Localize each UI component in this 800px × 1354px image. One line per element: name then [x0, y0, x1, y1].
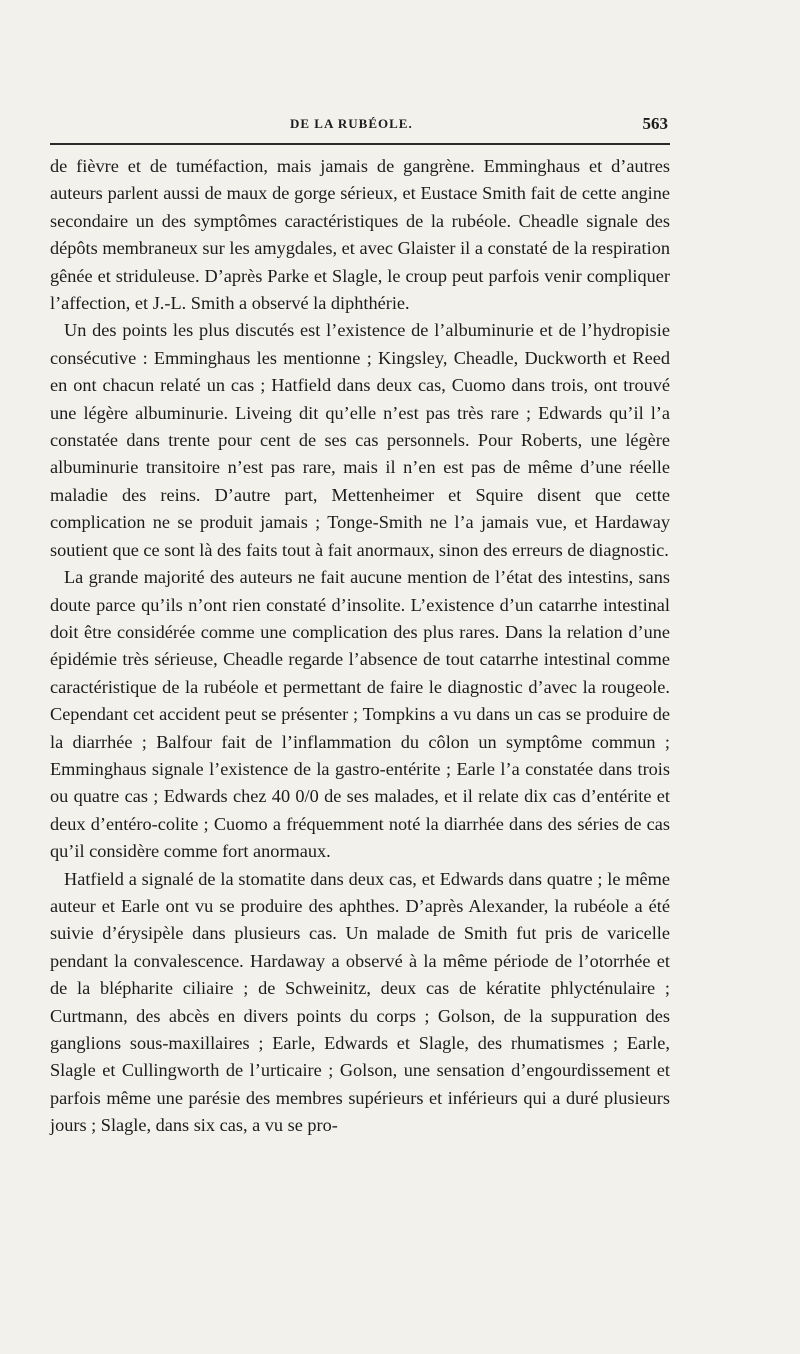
page-number: 563 — [642, 114, 668, 133]
paragraph-2: Un des points les plus discutés est l’existence de l’albuminurie et de l’hydropisie consécutive : Emminghaus les mentionne ; Kingsley, Cheadle, Duckworth et Reed en ont chacun relaté un cas ; Hatfield dans deux cas, Cuomo dans trois, ont trouvé une légère albuminurie. Liveing dit qu’elle n’est pas très rare ; Edwards qu’il l’a constatée dans trente pour cent de ses cas personnels. Pour Roberts, une légère albuminurie transitoire n’est pas rare, mais il n’en est pas de même d’une réelle maladie des reins. D’autre part, Mettenheimer et Squire disent que cette complication ne se produit jamais ; Tonge-Smith ne l’a jamais vue, et Hardaway soutient que ce sont là des faits tout à fait anormaux, sinon des erreurs de diagnostic. — [50, 320, 670, 560]
paragraph-3: La grande majorité des auteurs ne fait aucune mention de l’état des intestins, sans doute parce qu’ils n’ont rien constaté d’insolite. L’existence d’un catarrhe intestinal doit être considérée comme une complication des plus rares. Dans la relation d’une épidémie très sérieuse, Cheadle regarde l’absence de tout catarrhe intestinal comme caractéristique de la rubéole et permettant de faire le diagnostic d’avec la rougeole. Cependant cet accident peut se présenter ; Tompkins a vu dans un cas se produire de la diarrhée ; Balfour fait de l’inflammation du côlon un symptôme commun ; Emminghaus signale l’existence de la gastro-entérite ; Earle l’a constatée dans trois ou quatre cas ; Edwards chez 40 0/0 de ses malades, et il relate dix cas d’entérite et deux d’entéro-colite ; Cuomo a fréquemment noté la diarrhée dans des séries de cas qu’il considère comme fort anormaux. — [50, 567, 670, 862]
paragraph-4: Hatfield a signalé de la stomatite dans deux cas, et Edwards dans quatre ; le même auteur et Earle ont vu se produire des aphthes. D’après Alexander, la rubéole a été suivie d’érysipèle dans plusieurs cas. Un malade de Smith fut pris de varicelle pendant la convalescence. Hardaway a observé à la même période de l’otorrhée et de la blépharite ciliaire ; de Schweinitz, deux cas de kératite phlycténulaire ; Curtmann, des abcès en divers points du corps ; Golson, de la suppuration des ganglions sous-maxillaires ; Earle, Edwards et Slagle, des rhumatismes ; Earle, Slagle et Cullingworth de l’urticaire ; Golson, une sensation d’engourdissement et parfois même une parésie des membres supérieurs et inférieurs qui a duré plusieurs jours ; Slagle, dans six cas, a vu se pro- — [50, 868, 670, 1136]
paragraph-1: de fièvre et de tuméfaction, mais jamais de gangrène. Emminghaus et d’autres auteurs parlent aussi de maux de gorge sérieux, et Eustace Smith fait de cette angine secondaire un des symptômes caractéristiques de la rubéole. Cheadle signale des dépôts membraneux sur les amygdales, et avec Glaister il a constaté de la respiration gênée et striduleuse. D’après Parke et Slagle, le croup peut parfois venir compliquer l’affection, et J.-L. Smith a observé la diphthérie. — [50, 156, 670, 314]
running-title: DE LA RUBÉOLE. — [290, 116, 413, 131]
page-header — [50, 114, 670, 136]
body-text — [50, 153, 670, 1140]
header-rule — [50, 143, 670, 145]
